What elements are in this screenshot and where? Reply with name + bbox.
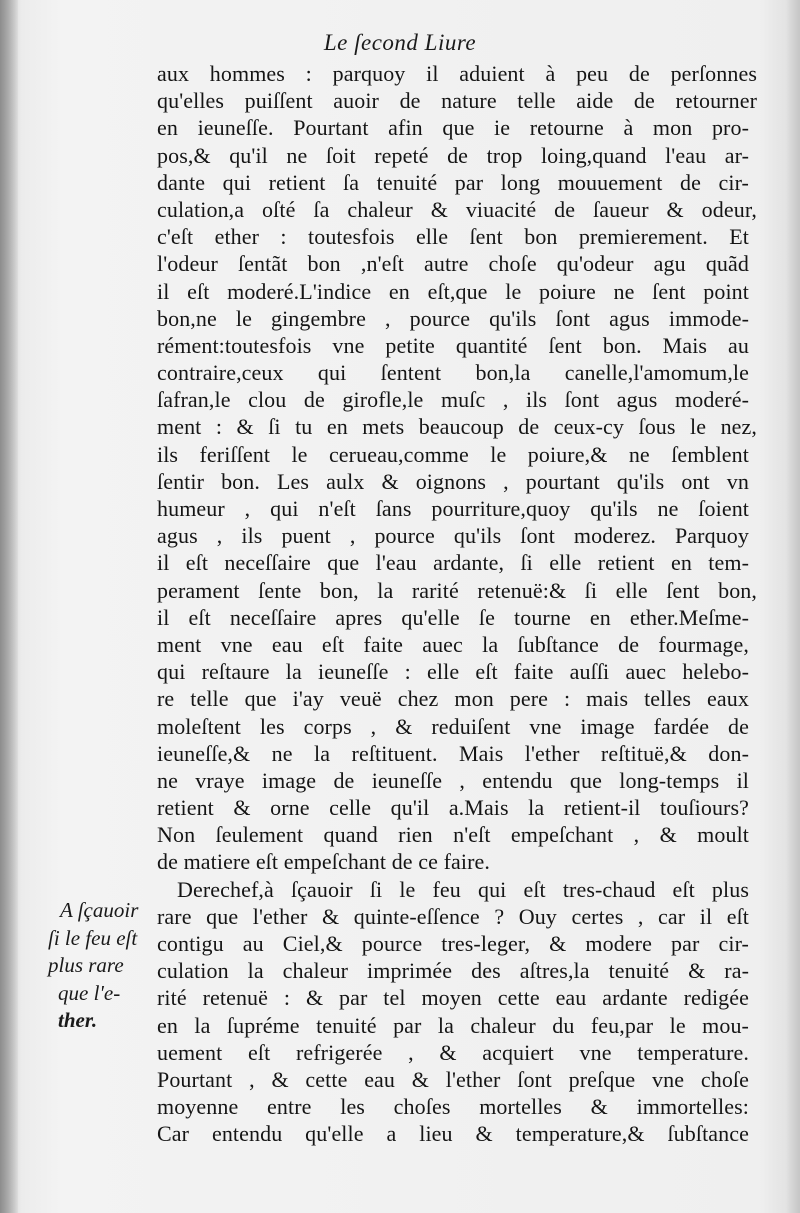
text-line: bon,ne le gingembre , pource qu'ils ſont agus immode- (157, 305, 749, 331)
text-line: rité retenuë : & par tel moyen cette eau ardante redigée (157, 985, 749, 1011)
marginal-note-line: ther. (58, 1008, 98, 1032)
text-line: qu'elles puiſſent auoir de nature telle aide de retourner (157, 88, 757, 114)
text-line: ſafran,le clou de girofle,le muſc , ils ſont agus moderé- (157, 387, 749, 413)
body-text (157, 60, 757, 1148)
text-line: c'eſt ether : toutesfois elle ſent bon premierement. Et (157, 224, 749, 250)
text-line: il eſt neceſſaire apres qu'elle ſe tourne en ether.Meſme- (157, 604, 749, 630)
text-line: dante qui retient ſa tenuité par long mouuement de cir- (157, 169, 749, 195)
text-line: ment : & ſi tu en mets beaucoup de ceux-cy ſous le nez, (157, 414, 757, 440)
text-line: l'odeur ſentãt bon ,n'eſt autre choſe qu'odeur agu quãd (157, 251, 749, 277)
text-line: de matiere eſt empeſchant de ce faire. (157, 849, 490, 875)
gutter-shadow (0, 0, 18, 1213)
text-line: en la ſupréme tenuité par la chaleur du feu,par le mou- (157, 1012, 749, 1038)
marginal-note-line: ſi le feu eſt (48, 925, 138, 950)
text-line: moleſtent les corps , & reduiſent vne image fardée de (157, 713, 749, 739)
text-line: qui reſtaure la ieuneſſe : elle eſt faite auſſi auec helebo- (157, 659, 749, 685)
text-line: pos,& qu'il ne ſoit repeté de trop loing,quand l'eau ar- (157, 142, 749, 168)
text-line: moyenne entre les choſes mortelles & immortelles: (157, 1094, 749, 1120)
text-line: ſentir bon. Les aulx & oignons , pourtant qu'ils ont vn (157, 468, 749, 494)
marginal-note (44, 897, 152, 1035)
marginal-note-line: A ſçauoir (60, 898, 139, 922)
text-line: il eſt moderé.L'indice en eſt,que le poiure ne ſent point (157, 278, 749, 304)
text-line: Non ſeulement quand rien n'eſt empeſchant , & moult (157, 822, 749, 848)
marginal-note-line: que l'e- (58, 980, 121, 1005)
text-line: agus , ils puent , pource qu'ils ſont moderez. Parquoy (157, 523, 749, 549)
text-line: culation la chaleur imprimée des aſtres,la tenuité & ra- (157, 958, 749, 984)
text-line: Derechef,à ſçauoir ſi le feu qui eſt tres-chaud eſt plus (177, 876, 749, 902)
running-head: Le ſecond Liure (323, 30, 477, 55)
text-line: culation,a oſté ſa chaleur & viuacité de ſaueur & odeur, (157, 196, 757, 222)
page-edge (786, 0, 800, 1213)
text-line: ieuneſſe,& ne la reſtituent. Mais l'ether reſtituë,& don- (157, 740, 749, 766)
text-line: Pourtant , & cette eau & l'ether ſont preſque vne choſe (157, 1066, 749, 1092)
marginal-note-line: plus rare (48, 953, 124, 977)
text-line: contraire,ceux qui ſentent bon,la canelle,l'amomum,le (157, 360, 749, 386)
text-line: Car entendu qu'elle a lieu & temperature,& ſubſtance (157, 1121, 749, 1147)
text-line: rément:toutesfois vne petite quantité ſent bon. Mais au (157, 332, 749, 358)
text-line: ils feriſſent le cerueau,comme le poiure,& ne ſemblent (157, 441, 749, 467)
text-line: en ieuneſſe. Pourtant afin que ie retourne à mon pro- (157, 115, 749, 141)
text-line: retient & orne celle qu'il a.Mais la retient-il touſiours? (157, 795, 749, 821)
text-line: il eſt neceſſaire que l'eau ardante, ſi elle retient en tem- (157, 550, 749, 576)
text-line: re telle que i'ay veuë chez mon pere : mais telles eaux (157, 686, 749, 712)
text-line: aux hommes : parquoy il aduient à peu de perſonnes (157, 61, 757, 86)
text-line: humeur , qui n'eſt ſans pourriture,quoy qu'ils ne ſoient (157, 496, 749, 521)
text-line: ne vraye image de ieuneſſe , entendu que long-temps il (157, 767, 749, 793)
text-line: perament ſente bon, la rarité retenuë:& ſi elle ſent bon, (157, 577, 757, 603)
text-line: ment vne eau eſt faite auec la ſubſtance de fourmage, (157, 631, 749, 657)
text-line: uement eſt refrigerée , & acquiert vne temperature. (157, 1039, 749, 1065)
text-line: rare que l'ether & quinte-eſſence ? Ouy certes , car il eſt (157, 903, 749, 929)
text-line: contigu au Ciel,& pource tres-leger, & modere par cir- (157, 931, 749, 956)
